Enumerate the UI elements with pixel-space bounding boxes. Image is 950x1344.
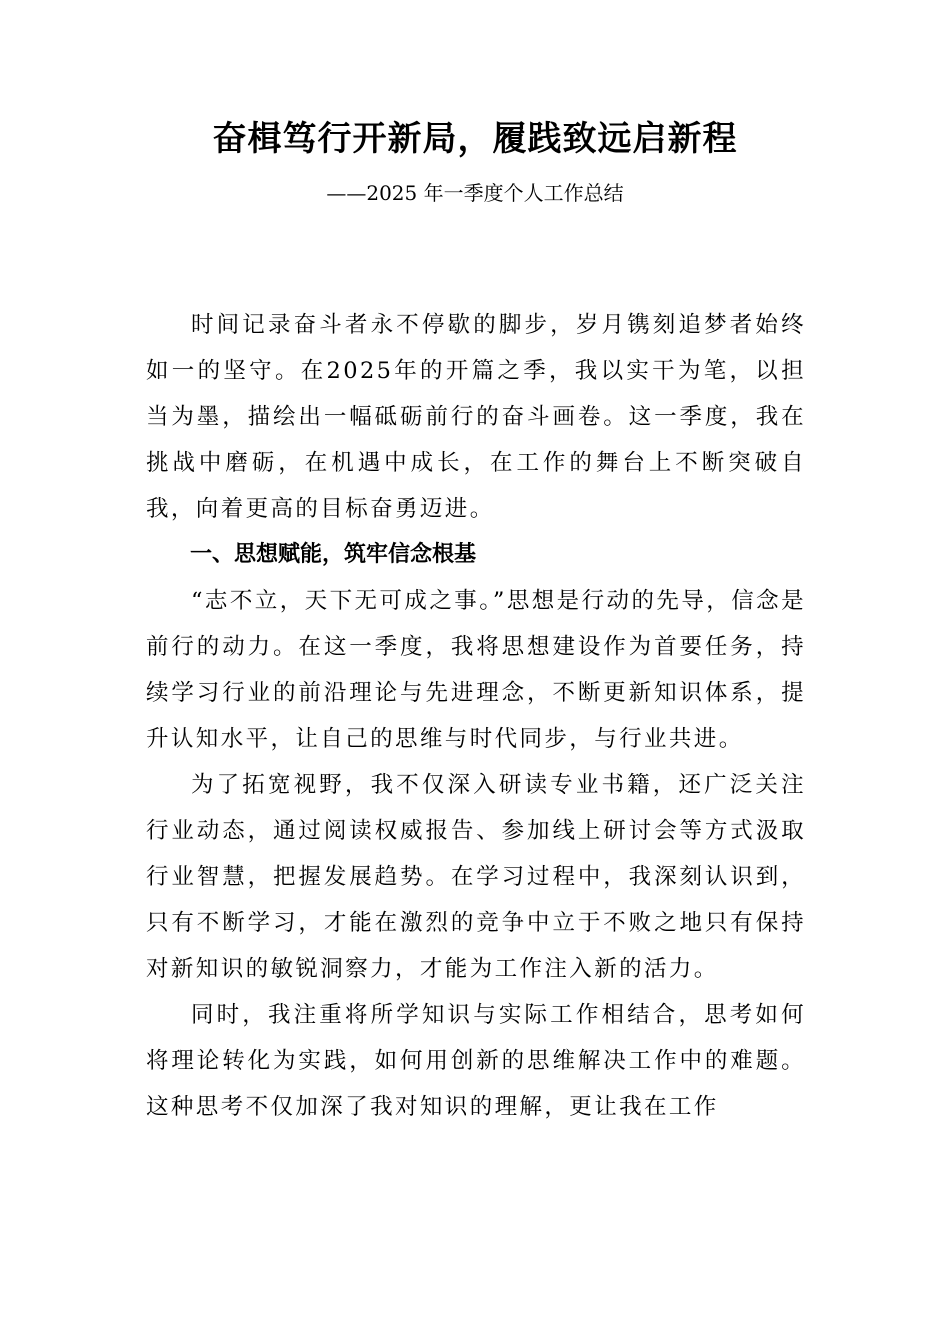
section-heading: 一、思想赋能，筑牢信念根基 <box>190 542 477 567</box>
section-paragraph: 同时，我注重将所学知识与实际工作相结合，思考如何将理论转化为实践，如何用创新的思维解决工作中的难题。这种思考不仅加深了我对知识的理解，更让我在工作 <box>146 1002 806 1120</box>
document-body <box>146 302 806 1130</box>
section-paragraph: 为了拓宽视野，我不仅深入研读专业书籍，还广泛关注行业动态，通过阅读权威报告、参加线上研讨会等方式汲取行业智慧，把握发展趋势。在学习过程中，我深刻认识到，只有不断学习，才能在激烈的竞争中立于不败之地只有保持对新知识的敏锐洞察力，才能为工作注入新的活力。 <box>146 772 806 982</box>
intro-paragraph: 时间记录奋斗者永不停歇的脚步，岁月镌刻追梦者始终如一的坚守。在2025年的开篇之季，我以实干为笔，以担当为墨，描绘出一幅砥砺前行的奋斗画卷。这一季度，我在挑战中磨砺，在机遇中成长，在工作的舞台上不断突破自我，向着更高的目标奋勇迈进。 <box>146 312 806 522</box>
document-subtitle: ——2025 年一季度个人工作总结 <box>326 181 624 205</box>
document-title: 奋楫笃行开新局，履践致远启新程 <box>212 119 738 159</box>
section-paragraph: “志不立，天下无可成之事。”思想是行动的先导，信念是前行的动力。在这一季度，我将思想建设作为首要任务，持续学习行业的前沿理论与先进理念，不断更新知识体系，提升认知水平，让自己的思维与时代同步，与行业共进。 <box>146 588 806 752</box>
